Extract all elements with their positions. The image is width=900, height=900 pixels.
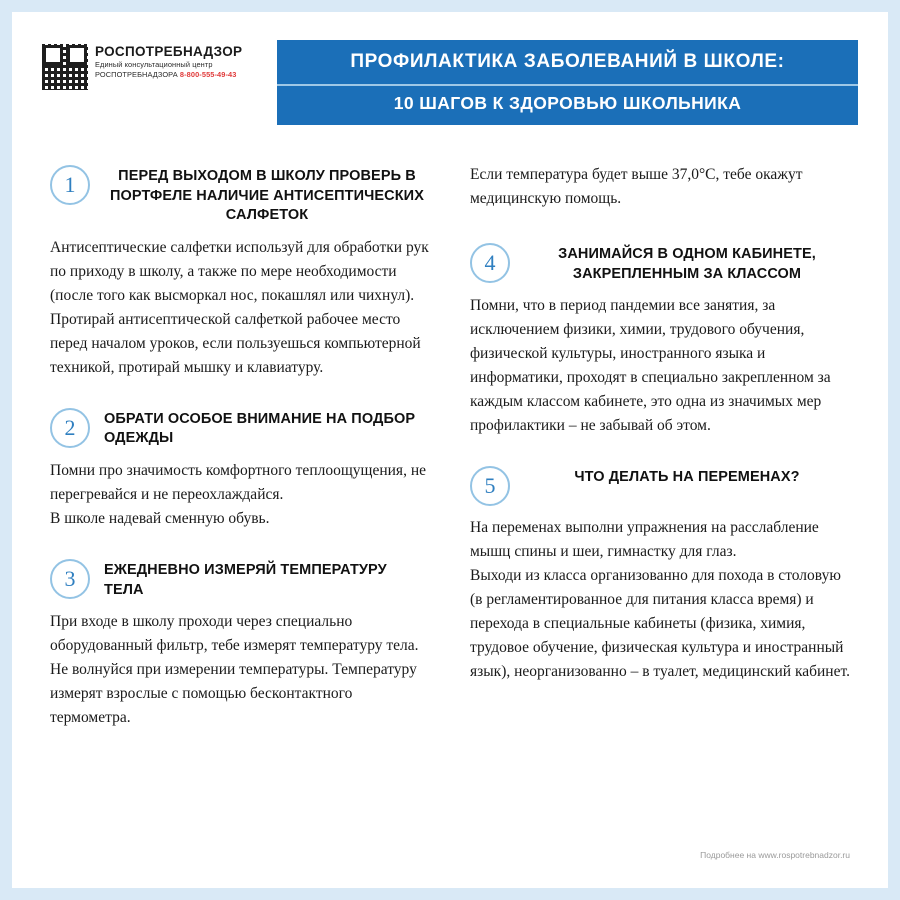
- right-column: [470, 163, 850, 756]
- step-3-header: [50, 557, 430, 600]
- poster-title-line2: 10 ШАГОВ К ЗДОРОВЬЮ ШКОЛЬНИКА: [277, 84, 858, 125]
- step-1: [50, 163, 430, 380]
- step-2-paragraph-2: В школе надевай сменную обувь.: [50, 509, 270, 527]
- step-5-header: [470, 464, 850, 506]
- right-lead-paragraph: Если температура будет выше 37,0°С, тебе окажут медицинскую помощь.: [470, 166, 803, 208]
- step-4: [470, 241, 850, 438]
- brand-phone: 8-800-555-49-43: [179, 69, 237, 79]
- title-block: [277, 40, 858, 125]
- step-2: [50, 406, 430, 531]
- step-4-number: 4: [470, 243, 510, 283]
- step-5-title: ЧТО ДЕЛАТЬ НА ПЕРЕМЕНАХ?: [574, 469, 800, 486]
- step-2-title: ОБРАТИ ОСОБОЕ ВНИМАНИЕ НА ПОДБОР ОДЕЖДЫ: [104, 410, 416, 447]
- step-3-paragraph-2: Не волнуйся при измерении температуры. Температуру измерят взрослые с помощью бесконтактного термометра.: [50, 661, 417, 727]
- step-5-number: 5: [470, 466, 510, 506]
- step-3-paragraph-1: При входе в школу проходи через специально оборудованный фильтр, тебе измерят температуру тела.: [50, 613, 419, 655]
- step-4-paragraph-1: Помни, что в период пандемии все занятия, за исключением физики, химии, трудового обучения, физической культуры, иностранного языка и информатики, проходят в специально закрепленном за каждым классом кабинете, это одна из значимых мер профилактики – не забывай об этом.: [470, 297, 831, 435]
- poster-inner: [24, 24, 876, 876]
- step-2-number: 2: [50, 408, 90, 448]
- brand-subtitle-line2: [95, 70, 242, 80]
- step-2-header: [50, 406, 430, 449]
- step-3-number: 3: [50, 559, 90, 599]
- step-4-header: [470, 241, 850, 284]
- brand-text: [95, 44, 242, 80]
- left-column: [50, 163, 430, 756]
- qr-code-icon: [42, 44, 88, 90]
- step-1-title: ПЕРЕД ВЫХОДОМ В ШКОЛУ ПРОВЕРЬ В ПОРТФЕЛЕ НАЛИЧИЕ АНТИСЕПТИЧЕСКИХ САЛФЕТОК: [110, 168, 424, 224]
- step-3: [50, 557, 430, 730]
- step-3-title: ЕЖЕДНЕВНО ИЗМЕРЯЙ ТЕМПЕРАТУРУ ТЕЛА: [104, 561, 387, 598]
- step-1-header: [50, 163, 430, 226]
- step-1-paragraph-1: Антисептические салфетки используй для обработки рук по приходу в школу, а также по мере необходимости (после того как высморкал нос, покашлял или чихнул).: [50, 238, 429, 304]
- poster-header: [24, 24, 876, 125]
- footer-note: Подробнее на www.rospotrebnadzor.ru: [700, 850, 850, 860]
- step-1-number: 1: [50, 165, 90, 205]
- step-1-paragraph-2: Протирай антисептической салфеткой рабочее место перед началом уроков, если пользуешься компьютерной техникой, протирай мышку и клавиатуру.: [50, 310, 421, 376]
- step-2-paragraph-1: Помни про значимость комфортного теплоощущения, не перегревайся и не переохлаждайся.: [50, 461, 426, 503]
- step-5-paragraph-1: На переменах выполни упражнения на расслабление мышц спины и шеи, гимнастку для глаз.: [470, 519, 819, 561]
- step-5: [470, 464, 850, 684]
- brand-subtitle-line1: Единый консультационный центр: [95, 59, 213, 69]
- brand-subtitle-text: РОСПОТРЕБНАДЗОРА: [95, 69, 178, 79]
- brand-name: РОСПОТРЕБНАДЗОР: [95, 44, 243, 59]
- step-5-paragraph-2: Выходи из класса организованно для похода в столовую (в регламентированное для питания класса время) и перехода в специальные кабинеты (физика, химия, трудовое обучение, физическая культура и иностранный язык), неорганизованно – в туалет, медицинский кабинет.: [470, 567, 850, 681]
- poster-title-line1: ПРОФИЛАКТИКА ЗАБОЛЕВАНИЙ В ШКОЛЕ:: [277, 40, 858, 84]
- step-4-title: ЗАНИМАЙСЯ В ОДНОМ КАБИНЕТЕ, ЗАКРЕПЛЕННЫМ ЗА КЛАССОМ: [558, 246, 816, 282]
- content-columns: [24, 125, 876, 756]
- brand-block: [42, 40, 267, 90]
